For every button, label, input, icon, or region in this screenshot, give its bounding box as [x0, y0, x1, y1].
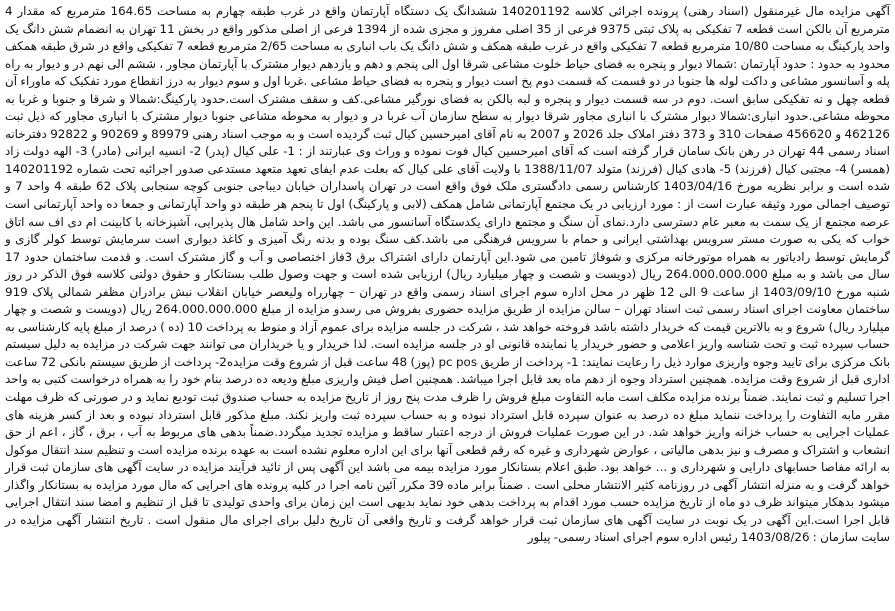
auction-notice-body: آگهی مزایده مال غیرمنقول (اسناد رهنی) پرونده اجرائی کلاسه 140201192 ششدانگ یک دستگاه آپارتمان واقع در غرب طبقه چهارم به مساحت 164.65 مترمربع که مقدار 4 مترمربع آن بالکن است قطعه 7 تفکیکی به پلاک ثبتی 9375 فرعی از 35 اصلی مفروز و مجزی شده از 1394 فرعی از اصلی مذکور واقع در بخش 11 تهران به انضمام شش دانگ یک واحد پارکینگ به مساحت 10/80 مترمربع قطعه 7 تفکیکی واقع در غرب طبقه همکف و شش دانگ یک باب انباری به مساحت 2/65 مترمربع قطعه 7 تفکیکی واقع در شرق طبقه همکف محدود به حدود : حدود آپارتمان :شمالا دیوار و پنجره به فضای حیاط خلوت مشاعی شرقا اول الی پنجم و دهم و یازدهم دیوار مشترک با آپارتمان مجاور ، ششم الی نهم در و دیوار به راه پله و آسانسور مشاعی و داکت لوله ها جنوبا در دو قسمت که قسمت دوم پخ است دیوار و پنجره به فضای حیاط مشاعی .غربا اول و سوم دیوار به درز انقطاع مورد تفکیک که ماوراء آن قطعه چهل و نه تفکیکی سابق است. دوم در سه قسمت دیوار و پنجره و لبه بالکن به فضای نورگیر مشاعی.کف و سقف مشترک است.حدود پارکینگ:شمالا و شرقا و جنوبا و غربا به محوطه مشاعی.حدود انباری:شمالا دیوار مشترک با انباری مجاور شرقا دیوار به سطح سازمان آب غربا در و دیوار به محوطه مشاعی جنوبا دیوار مشترک با انباری مجاور که ذیل ثبت 462126 و 456620 صفحات 310 و 373 دفتر املاک جلد 2026 و 2007 به نام آقای امیرحسین کیال ثبت گردیده است و به موجب اسناد رهنی 89979 و 90269 و 92822 دفترخانه اسناد رسمی 44 تهران در رهن بانک سامان قرار گرفته است که آقای امیرحسین کیال فوت نموده و وراث وی عبارتند از : 1- علی کیال (پدر) 2- انسیه ایرانی (مادر) 3- الهه دولت زاد (همسر) 4- مجتبی کیال (فرزند) 5- هادی کیال (فرزند) متولد 1388/11/07 با ولایت آقای علی کیال که بعلت عدم ایفای تعهد متعهد مستدعی صدور اجرائیه تحت شماره 140201192 شده است و برابر نظریه مورخ 1403/04/16 کارشناس رسمی دادگستری ملک فوق واقع است در تهران پاسداران خیابان دیباجی جنوبی کوچه سنجابی پلاک 62 طبقه 4 واحد 7 و توصیف اجمالی مورد وثیقه عبارت است از : مورد ارزیابی در یک مجتمع آپارتمانی شامل همکف (لابی و پارکینگ) اول تا پنجم هر طبقه دو واحد آپارتمانی و جمعا ده واحد آپارتمانی است عرصه مجتمع از یک سمت به معبر عام دسترسی دارد.نمای آن سنگ و مجتمع دارای یکدستگاه آسانسور می باشد. این واحد شامل هال پذیرایی، آشپزخانه با کابینت ام دی اف سه اتاق خواب که یکی به صورت مستر سرویس بهداشتی ایرانی و حمام با سرویس فرهنگی می باشد.کف سنگ بوده و بدنه رنگ آمیزی و کاغذ دیواری است سرمایش توسط کولر گازی و گرمایش توسط رادیاتور به همراه موتورخانه مرکزی و شوفاژ تامین می شود.این آپارتمان دارای اشتراک برق 3فاز اختصاصی و آب و گاز مشترک است. و قدمت ساختمان حدود 17 سال می باشد و به مبلغ 264.000.000.000 ریال (دویست و شصت و چهار میلیارد ریال) ارزیابی شده است و جهت وصول طلب بستانکار و حقوق دولتی کلاسه فوق الذکر در روز شنبه مورخ 1403/09/10 از ساعت 9 الی 12 ظهر در محل اداره سوم اجرای اسناد رسمی واقع در تهران – چهارراه ولیعصر خیابان انقلاب نبش برادران مظفر شمالی پلاک 919 ساختمان معاونت اجرای اسناد رسمی ثبت اسناد تهران – سالن مزایده از طریق مزایده حضوری بفروش می رسدو مزایده از مبلغ 264.000.000.000 ریال (دویست و شصت و چهار میلیارد ریال) شروع و به بالاترین قیمت که خریدار داشته باشد فروخته خواهد شد ، شرکت در جلسه مزایده برای عموم آزاد و منوط به پرداخت 10 (ده ) درصد از مبلغ پایه کارشناسی به حساب سپرده ثبت و تحت شناسه واریز اعلامی و حضور خریدار یا نماینده قانونی او در جلسه مزایده است. لذا خریدار و یا خریداران می توانند جهت شرکت در مزایده به دلیل سیستم بانک مرکزی برای تایید وجوه واریزی موارد ذیل را رعایت نمایند: 1- پرداخت از طریق pc pos (پوز) 48 ساعت قبل از شروع وقت مزایده2- پرداخت از طریق سیستم بانکی 72 ساعت اداری قبل از شروع وقت مزایده. همچنین استرداد وجوه از دهم ماه بعد قابل اجرا میباشد. همچنین اصل فیش واریزی مبلغ ودیعه ده درصد بنام خود را به همراه درخواست کتبی به واحد اجرا تسلیم و ثبت نمایند. ضمناً برنده مزایده مکلف است مابه التفاوت مبلغ فروش را ظرف مدت پنج روز از تاریخ مزایده به حساب صندوق ثبت تودیع نماید و در صورتی که ظرف مهلت مقرر مابه التفاوت را پرداخت ننماید مبلغ ده درصد به عنوان سپرده قابل استرداد نبوده و به حساب سپرده ثبت واریز نکند. مبلغ مذکور قابل استرداد نبوده و بعد از کسر هزینه های عملیات اجرایی به حساب خزانه واریز خواهد شد. در این صورت عملیات فروش از درجه اعتبار ساقط و مزایده تجدید میگردد.ضمناً بدهی های مربوط به آب ، برق ، گاز ، اعم از حق انشعاب و اشتراک و مصرف و نیز بدهی مالیاتی ، عوارض شهرداری و غیره که رقم قطعی آنها برای این اداره معلوم نشده است به عهده برنده مزایده است و تنظیم سند انتقال موکول به ارائه مفاصا حسابهای دارایی و شهرداری و ... خواهد بود. طبق اعلام بستانکار مورد مزایده بیمه می باشد این آگهی پس از تائید فرآیند مزایده در سایت آگهی های سازمان ثبت قرار خواهد گرفت و به منزله انتشار آگهی در روزنامه کثیر الانتشار محلی است . ضمناً برابر ماده 39 مکرر آئین نامه اجرا در کلیه پرونده های اجرایی که مال مورد مزایده به بستانکار واگذار میشود بدهکار میتواند ظرف دو ماه از تاریخ مزایده حسب مورد اقدام به پرداخت بدهی خود نماید بدیهی است این زمان برای واحدی تولیدی تا قبل از تنظیم و امضا سند انتقال اجرایی قابل اجرا است.این آگهی در یک نوبت در سایت آگهی های سازمان ثبت قرار خواهد گرفت و تاریخ واقعی آن تاریخ دلیل برای اجرای مال منقول است . تاریخ انتشار آگهی مزایده در سایت سازمان : 1403/08/26 رئیس اداره سوم اجرای اسناد رسمی- پیلور	[5, 4, 891, 545]
